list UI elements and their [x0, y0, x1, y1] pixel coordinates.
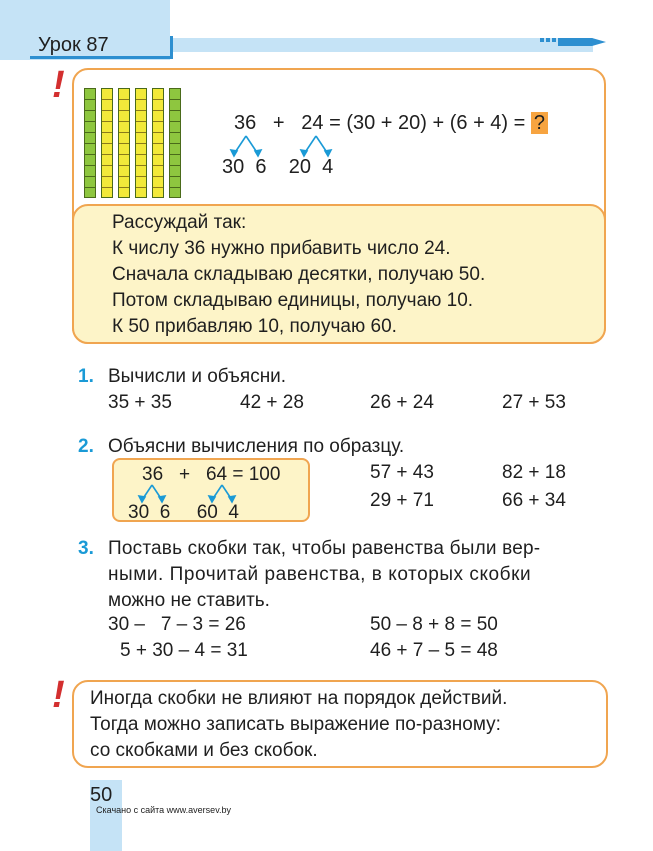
reasoning-box	[72, 204, 606, 344]
task-3-equation: 30 – 7 – 3 = 26	[108, 614, 246, 635]
ten-rod	[101, 88, 113, 198]
sample-addend-a: 36	[142, 464, 164, 485]
split-b-tens: 20	[288, 156, 311, 178]
rule-line: Иногда скобки не влияют на порядок действий.	[90, 688, 508, 709]
task-2-expression: 82 + 18	[502, 462, 566, 483]
exclamation-icon: !	[52, 674, 65, 716]
ten-rod	[169, 88, 181, 198]
sample-split-parts	[128, 502, 239, 524]
page-number: 50	[90, 784, 113, 806]
sample-plus: +	[178, 464, 191, 485]
task-3-text-line: можно не ставить.	[108, 590, 270, 611]
task-1-text: Вычисли и объясни.	[108, 366, 287, 387]
task-2-number: 2.	[78, 436, 94, 457]
exclamation-icon: !	[52, 64, 65, 106]
sample-split-arrows	[128, 484, 248, 504]
split-arrows	[222, 134, 352, 158]
split-a-tens: 30	[222, 156, 245, 178]
task-3-number: 3.	[78, 538, 94, 559]
split-a-units: 6	[255, 156, 267, 178]
task-3-equation: 46 + 7 – 5 = 48	[370, 640, 498, 661]
plus-sign: +	[272, 112, 285, 134]
rule-line: со скобками и без скобок.	[90, 740, 318, 761]
sample-split-a-tens: 30	[128, 502, 150, 523]
split-b-units: 4	[322, 156, 334, 178]
addend-b: 24	[301, 112, 324, 134]
title-underline	[30, 56, 170, 59]
ten-rod	[118, 88, 130, 198]
task-1-expression: 27 + 53	[502, 392, 566, 413]
ten-rod	[84, 88, 96, 198]
task-3-equation: 50 – 8 + 8 = 50	[370, 614, 498, 635]
sample-split-a-units: 6	[159, 502, 171, 523]
equation-rest: = (30 + 20) + (6 + 4) =	[329, 112, 526, 134]
sample-addend-b: 64	[205, 464, 228, 485]
task-1-number: 1.	[78, 366, 94, 387]
task-1-expression: 42 + 28	[240, 392, 304, 413]
sample-result: = 100	[232, 464, 281, 485]
addend-a: 36	[234, 112, 257, 134]
header-arrow-icon	[540, 34, 606, 52]
task-1-expression: 35 + 35	[108, 392, 172, 413]
sample-split-b-units: 4	[228, 502, 239, 523]
counting-sticks-model	[84, 88, 184, 200]
watermark-text: Скачано с сайта www.aversev.by	[96, 805, 232, 815]
rule-line: Тогда можно записать выражение по-разному:	[90, 714, 501, 735]
split-parts	[222, 156, 333, 179]
task-3-equation: 5 + 30 – 4 = 31	[120, 640, 248, 661]
reasoning-line: К числу 36 нужно прибавить число 24.	[112, 238, 451, 259]
task-2-expression: 66 + 34	[502, 490, 566, 511]
sample-equation	[142, 464, 280, 486]
reasoning-heading: Рассуждай так:	[112, 212, 247, 233]
task-2-text: Объясни вычисления по образцу.	[108, 436, 405, 457]
example-equation	[234, 112, 548, 135]
ten-rod	[152, 88, 164, 198]
reasoning-line: Потом складываю единицы, получаю 10.	[112, 290, 474, 311]
rule-box	[72, 680, 608, 768]
task-2-expression: 57 + 43	[370, 462, 434, 483]
task-3-text-line: Поставь скобки так, чтобы равенства были вер-	[108, 538, 541, 559]
reasoning-line: Сначала складываю десятки, получаю 50.	[112, 264, 486, 285]
task-3-text-line: ными. Прочитай равенства, в которых скобки	[108, 564, 532, 585]
ten-rod	[135, 88, 147, 198]
unknown-answer-box: ?	[531, 112, 548, 134]
sample-split-b-tens: 60	[196, 502, 218, 523]
task-1-expression: 26 + 24	[370, 392, 434, 413]
header-stripe	[173, 38, 593, 52]
task-2-expression: 29 + 71	[370, 490, 434, 511]
lesson-title: Урок 87	[38, 34, 109, 56]
reasoning-line: К 50 прибавляю 10, получаю 60.	[112, 316, 397, 337]
